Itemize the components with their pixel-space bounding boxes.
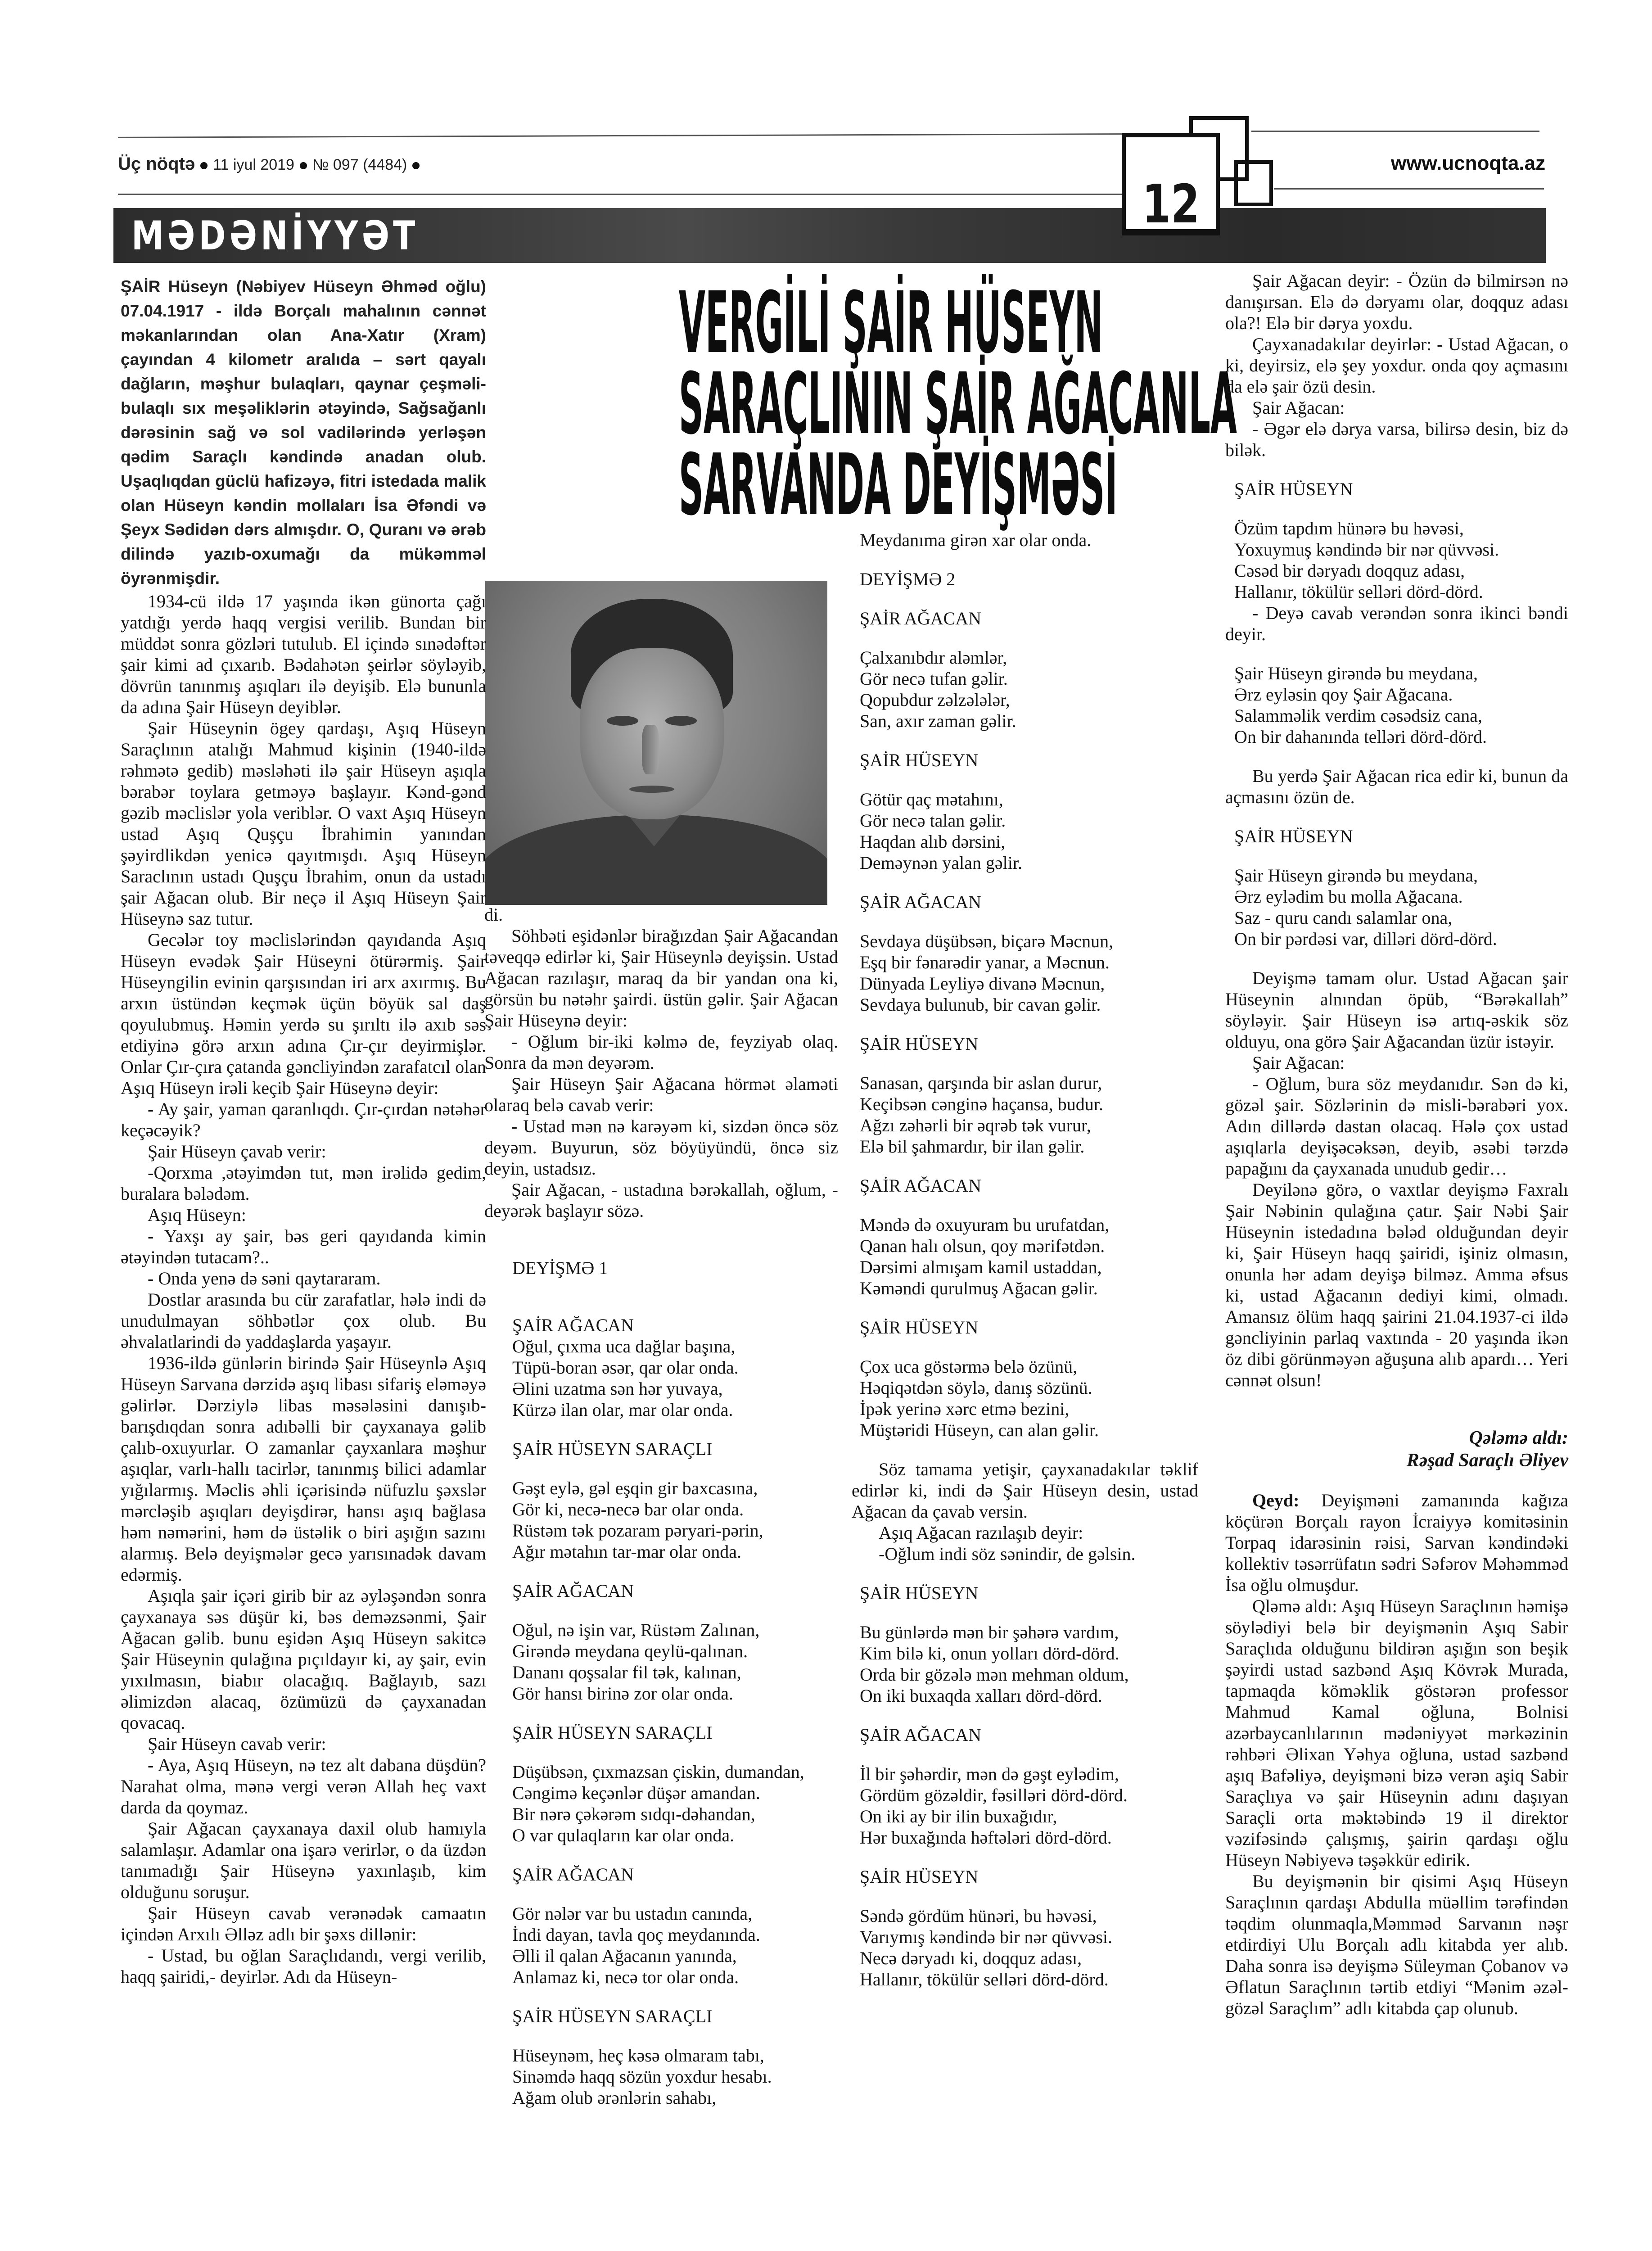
spacer bbox=[852, 1054, 1198, 1072]
verse-line: Oğul, nə işin var, Rüstəm Zalınan, bbox=[512, 1620, 760, 1640]
page-number: 12 bbox=[1142, 173, 1200, 235]
spacer bbox=[852, 913, 1198, 931]
headline-line: SARAÇLININ ŞAİR AĞACANLA bbox=[679, 355, 1237, 453]
spacer bbox=[484, 1279, 838, 1315]
paragraph: Aşıqla şair içəri girib bir az əyləşəndən sonra çayxanaya səs düşür ki, bəs deməzsənmi, Şair Ağacan gəlib. bunu eşidən Aşıq Hüseyn sakitcə Şair Hüseynin qulağına pıçıldayır ki, ay şair, evin yıxılmasın, biabır olacağıq. Bağlayıb, sazı əlimizdən alacaq, özümüzü də çayxanadan qovacaq. bbox=[121, 1586, 486, 1733]
verse-line: Hallanır, tökülür selləri dörd-dörd. bbox=[860, 1969, 1109, 1989]
paragraph: -Oğlum indi söz sənindir, de gəlsin. bbox=[879, 1544, 1136, 1564]
spacer bbox=[484, 1704, 838, 1722]
verse-line: Səndə gördüm hünəri, bu həvəsi, bbox=[860, 1906, 1097, 1926]
paragraph: Şair Hüseyn çavab verir: bbox=[148, 1141, 326, 1162]
paragraph: Şair Ağacan deyir: - Özün də bilmirsən nə danışırsan. Elə də dəryamı olar, doqquz adası ola?! Elə bir dərya yoxdu. bbox=[1225, 271, 1568, 333]
verse-line: Elə bil şahmardır, bir ilan gəlir. bbox=[860, 1136, 1085, 1157]
verse-line: Gör necə talan gəlir. bbox=[860, 810, 1006, 831]
verse-line: Bu günlərdə mən bir şəhərə vardım, bbox=[860, 1622, 1119, 1642]
spacer bbox=[852, 629, 1198, 647]
note-label: Qeyd: bbox=[1252, 1490, 1300, 1510]
column-left bbox=[121, 275, 486, 1987]
headline-line: SARVANDA DEYİŞMƏSİ bbox=[679, 436, 1118, 534]
verse-line: Oğul, çıxma uca dağlar başına, bbox=[512, 1336, 736, 1356]
speaker-heading: DEYİŞMƏ 1 bbox=[512, 1258, 608, 1278]
speaker-heading: ŞAİR AĞACAN bbox=[512, 1864, 634, 1885]
paragraph: Şair Ağacan: bbox=[1252, 398, 1345, 418]
spacer bbox=[484, 1221, 838, 1257]
speaker-heading: ŞAİR HÜSEYN bbox=[860, 1583, 979, 1603]
verse-line: Deməynən yalan gəlir. bbox=[860, 853, 1022, 873]
verse-line: Gör hansı birinə zor olar onda. bbox=[512, 1683, 733, 1704]
paragraph: Deyişmə tamam olur. Ustad Ağacan şair Hüseynin alnından öpüb, “Bərəkallah” söyləyir. Şair Hüseyn isə artıq-əskik söz olduyu, ona görə Şair Ağacandan üzür istəyir. bbox=[1225, 968, 1568, 1052]
spacer bbox=[852, 1157, 1198, 1175]
spacer bbox=[852, 1887, 1198, 1905]
paragraph: 1934-cü ildə 17 yaşında ikən günorta çağı yatdığı yerdə haqq vergisi verilib. Bundan bir müddət sonra gözləri tutulub. El içində sınədəftər şair kimi ad çıxarıb. Bədahətən şeirlər söyləyib, dövrün tanınmış aşıqları ilə deyişib. Elə bununla da adına Şair Hüseyn deyiblər. bbox=[121, 591, 486, 717]
paragraph: Bu deyişmənin bir qisimi Aşıq Hüseyn Saraçlının qardaşı Abdulla müəllim tərəfindən təqdim olunmaqla,Məmməd Sarvanın nəşr etdirdiyi Ulu Borçalı adlı kitabda yer alıb. Daha sonra isə deyişmə Süleyman Çobanov və Əflatun Saraçlının tərtib etdiyi “Mənim əzəl-gözəl Saraçlım” adlı kitabda çap olunub. bbox=[1225, 1871, 1568, 2018]
article-headline bbox=[679, 274, 1237, 534]
paragraph: Şair Hüseynin ögey qardaşı, Aşıq Hüseyn Saraçlının atalığı Mahmud kişinin (1940-ildə rəhmətə gedib) məsləhəti ilə şair Hüseyn aşıqla bərabər toylara getməyə başlayır. Kənd-gənd gəzib məclislər yola veriblər. O vaxt Aşıq Hüseyn ustad Aşıq Quşçu İbrahimin yanından şəyirdlikdən yenicə qayıtmışdı. Aşıq Hüseyn Saraclının ustadı Quşçu İbrahim, onun da ustadı şair Ağacan olub. Bir neçə il Aşıq Hüseyn Şair Hüseynə saz tutur. bbox=[121, 718, 486, 929]
note-paragraph bbox=[1225, 1490, 1568, 1596]
paragraph: - Əgər elə dərya varsa, bilirsə desin, biz də bilək. bbox=[1225, 419, 1568, 460]
author-signature: Qələmə aldı: bbox=[1469, 1428, 1568, 1448]
verse-line: Yoxuymuş kəndində bir nər qüvvəsi. bbox=[1234, 539, 1499, 560]
spacer bbox=[1225, 847, 1568, 865]
paragraph: 1936-ildə günlərin birində Şair Hüseynlə Aşıq Hüseyn Sarvana dərzidə aşıq libası sifariş eləməyə gəlirlər. Dərziylə libas məsələsini danışıb-barışdıqdan sonra adıbəlli bir çayxanaya gəlib çalıb-oxuyurlar. O zamanlar çayxanlara məşhur aşıqlar, varlı-hallı tacirlər, tanınmış bilici adamlar yığılarmış. Məclis əhli içərisində nüfuzlu şəxslər mərcləşib aşıqları deyişdirər, hansı aşıq bağlasa həm nəmərini, həm də üstəlik o biri aşığın sazını alarmış. Belə deyişmələr gecə yarısınadək davam edərmiş. bbox=[121, 1353, 486, 1585]
spacer bbox=[484, 2027, 838, 2045]
note-text: Deyişməni zamanında kağıza köçürən Borçalı rayon İcraiyyə komitəsinin Torpaq idarəsinin rəisi, Sarvan kəndindəki kollektiv təsərrüfatın sədri Səfərov Məhəmməd İsa oğlu olmuşdur. bbox=[1225, 1490, 1568, 1595]
verse-line: Qopubdur zəlzələlər, bbox=[860, 690, 1010, 710]
verse-line: İndi dayan, tavla qoç meydanında. bbox=[512, 1925, 760, 1945]
spacer bbox=[852, 1745, 1198, 1763]
verse-line: Orda bir gözələ mən mehman oldum, bbox=[860, 1664, 1129, 1685]
verse-line: Müştəridi Hüseyn, can alan gəlir. bbox=[860, 1420, 1099, 1440]
spacer bbox=[484, 1420, 838, 1438]
verse-line: Dərsimi almışam kamil ustaddan, bbox=[860, 1257, 1102, 1277]
verse-line: Rüstəm tək pozaram pəryari-pərin, bbox=[512, 1520, 763, 1541]
spacer bbox=[1225, 461, 1568, 479]
verse-line: Tüpü-boran əsər, qar olar onda. bbox=[512, 1357, 739, 1378]
paragraph: - Yaxşı ay şair, bəs geri qayıdanda kimin ətəyindən tutacam?.. bbox=[121, 1226, 486, 1267]
issue-number: № 097 (4484) bbox=[312, 156, 407, 173]
verse-line: Girəndə meydana qeylü-qalınan. bbox=[512, 1641, 748, 1661]
bullet-icon bbox=[300, 162, 307, 169]
paragraph: Gecələr toy məclislərindən qayıdanda Aşıq Hüseyn evədək Şair Hüseyni ötürərmiş. Şair Hüseyngilin evinin qarşısından iri arx axırmış. Bu arxın üstündən keçmək üçün böyük sal daş qoyulubmuş. Həmin yerdə su şırıltı ilə axıb səs etdiyinə görə arxın adına Çır-çır deyirmişlər. Onlar Çır-çıra çatanda gəncliyindən zarafatcıl olan Aşıq Hüseyn irəli keçib Şair Hüseynə deyir: bbox=[121, 930, 486, 1098]
spacer bbox=[852, 873, 1198, 891]
photo-eye bbox=[665, 716, 697, 726]
paragraph: - Aya, Aşıq Hüseyn, nə tez alt dabana düşdün? Narahat olma, mənə vergi verən Allah heç vaxt darda da qoymaz. bbox=[121, 1755, 486, 1817]
portrait-photo bbox=[485, 581, 827, 905]
verse-line: Sevdaya düşübsən, biçarə Məcnun, bbox=[860, 931, 1114, 951]
verse-line: Keçibsən cənginə haçansa, budur. bbox=[860, 1094, 1103, 1114]
page-number-box bbox=[1122, 133, 1220, 235]
verse-line: Məndə də oxuyuram bu urufatdan, bbox=[860, 1215, 1110, 1235]
verse-line: Ağam olub ərənlərin sahabı, bbox=[512, 2088, 717, 2108]
site-url[interactable]: www.ucnoqta.az bbox=[1391, 152, 1546, 174]
paragraph: Qləmə aldı: Aşıq Hüseyn Saraçlının həmişə söylədiyi belə bir deyişmənin Aşıq Sabir Saraçlıda olduğunu bildirən aşığın son beşik şəyirdi ustad sazbənd Aşıq Kövrək Murada, tapmaqda köməklik göstərən professor Mahmud Kamal oğluna, Bolnisi azərbaycanlılarının mədəniyyət mərkəzinin rəhbəri Əlixan Yəhya oğluna, ustad sazbənd aşıq Bafəliyə, deyişməni bizə verən aşiq Sabir Saraçlıya və şair Hüseynin adını daşıyan Saraçli orta məktəbində 19 il direktor vəzifəsində çalışmış, şairin qardaşı oğlu Hüseyn Nəbiyevə təşəkkür edirik. bbox=[1225, 1596, 1568, 1870]
issue-date: 11 iyul 2019 bbox=[213, 156, 294, 173]
verse-line: Gör nələr var bu ustadın canında, bbox=[512, 1903, 753, 1924]
publication-name: Üç nöqtə bbox=[118, 154, 195, 174]
verse-line: Meydanıma girən xar olar onda. bbox=[860, 530, 1092, 550]
verse-line: Həqiqətdən söylə, danış sözünü. bbox=[860, 1378, 1092, 1398]
paragraph: Şair Hüseyn cavab verir: bbox=[148, 1734, 326, 1754]
paragraph: - Deyə cavab verəndən sonra ikinci bəndi deyir. bbox=[1225, 603, 1568, 644]
verse-line: Saz - quru candı salamlar ona, bbox=[1234, 908, 1453, 928]
spacer bbox=[1225, 808, 1568, 826]
verse-line: Sinəmdə haqq sözün yoxdur hesabı. bbox=[512, 2066, 772, 2087]
verse-line: Necə dəryadı ki, doqquz adası, bbox=[860, 1948, 1082, 1968]
verse-line: O var qulaqların kar olar onda. bbox=[512, 1825, 735, 1845]
verse-line: Hallanır, tökülür selləri dörd-dörd. bbox=[1234, 582, 1483, 602]
logo-square-small-icon bbox=[1234, 160, 1273, 206]
section-title: MƏDƏNİYYƏT bbox=[131, 212, 419, 259]
spacer bbox=[1225, 1391, 1568, 1427]
paragraph: di. bbox=[484, 904, 503, 925]
speaker-heading: ŞAİR HÜSEYN bbox=[860, 750, 979, 770]
column-right bbox=[1225, 270, 1568, 2019]
verse-line: Çox uca göstərmə belə özünü, bbox=[860, 1356, 1078, 1377]
verse-line: Cəngimə keçənlər düşər amandan. bbox=[512, 1783, 760, 1803]
verse-line: Dünyada Leyliyə divanə Məcnun, bbox=[860, 973, 1105, 994]
paragraph: Söhbəti eşidənlər birağızdan Şair Ağacandan təveqqə edirlər ki, Şair Hüseynlə deyişsin. Ustad Ağacan razılaşır, maraq da bir yandan ona ki, görsün bu nətəhr şairdi. üstün gəlir. Şair Ağacan Şair Hüseynə deyir: bbox=[484, 926, 838, 1031]
speaker-heading: ŞAİR AĞACAN bbox=[860, 608, 982, 628]
paragraph: - Ustad, bu oğlan Saraçlıdandı, vergi verilib, haqq şairidi,- deyirlər. Adı da Hüseyn- bbox=[121, 1945, 486, 1987]
spacer bbox=[852, 1706, 1198, 1724]
verse-line: San, axır zaman gəlir. bbox=[860, 711, 1016, 731]
verse-line: Cəsəd bir dəryadı doqquz adası, bbox=[1234, 560, 1465, 581]
spacer bbox=[1225, 645, 1568, 663]
paragraph: - Ay şair, yaman qaranlıqdı. Çır-çırdan nətəhər keçəcəyik? bbox=[121, 1099, 486, 1140]
verse-line: Ərz eyləsin qoy Şair Ağacana. bbox=[1234, 684, 1453, 705]
verse-line: Ağzı zəhərli bir əqrəb tək vurur, bbox=[860, 1115, 1091, 1135]
verse-line: Əlini uzatma sən hər yuvaya, bbox=[512, 1379, 723, 1399]
spacer bbox=[1225, 747, 1568, 765]
masthead-info bbox=[118, 154, 425, 174]
headline-line: VERGİLİ ŞAİR HÜSEYN bbox=[679, 274, 1103, 372]
verse-line: Şair Hüseyn girəndə bu meydana, bbox=[1234, 865, 1478, 886]
verse-line: Sevdaya bulunub, bir cavan gəlir. bbox=[860, 994, 1101, 1015]
spacer bbox=[852, 771, 1198, 789]
spacer bbox=[852, 1848, 1198, 1866]
spacer bbox=[1225, 949, 1568, 967]
photo-eye bbox=[607, 716, 638, 726]
verse-line: Gör necə tufan gəlir. bbox=[860, 669, 1008, 689]
verse-line: On bir pərdəsi var, dilləri dörd-dörd. bbox=[1234, 929, 1497, 949]
verse-line: Düşübsən, çıxmazsan çiskin, dumandan, bbox=[512, 1762, 804, 1782]
verse-line: Anlamaz ki, necə tor olar onda. bbox=[512, 1967, 739, 1987]
verse-line: İl bir şəhərdir, mən də gəşt eylədim, bbox=[860, 1764, 1119, 1784]
bottom-rule-right bbox=[1274, 188, 1544, 190]
paragraph: - Onda yenə də səni qaytararam. bbox=[148, 1268, 381, 1288]
verse-line: Salamməlik verdim cəsədsiz cana, bbox=[1234, 705, 1482, 726]
paragraph: Söz tamama yetişir, çayxanadakılar təklif edirlər ki, indi də Şair Hüseyn desin, ustad Ağacan da çavab versin. bbox=[852, 1459, 1198, 1522]
speaker-heading: ŞAİR HÜSEYN bbox=[860, 1867, 979, 1887]
paragraph: - Oğlum, bura söz meydanıdır. Sən də ki, gözəl şair. Sözlərinin də misli-bərabəri yox. Adın dillərdə dastan olacaq. Hələ çox ustad aşıqlarla deyişəcəksən, deyib, əsəbi tərzdə papağını da çayxanada unudub gedir… bbox=[1225, 1074, 1568, 1179]
spacer bbox=[484, 1601, 838, 1619]
speaker-heading: ŞAİR AĞACAN bbox=[512, 1581, 634, 1601]
verse-line: On bir dahanında telləri dörd-dörd. bbox=[1234, 727, 1487, 747]
paragraph: Dostlar arasında bu cür zarafatlar, hələ indi də unudulmayan söhbətlər çox olub. Bu əhvalatlarindi də yaddaşlarda yaşayır. bbox=[121, 1289, 486, 1352]
verse-line: Gəşt eylə, gəl eşqin gir baxcasına, bbox=[512, 1478, 758, 1498]
verse-line: Ağır mətahın tar-mar olar onda. bbox=[512, 1541, 742, 1562]
verse-line: Qanan halı olsun, qoy mərifətdən. bbox=[860, 1236, 1105, 1256]
speaker-heading: ŞAİR HÜSEYN SARAÇLI bbox=[512, 1439, 713, 1459]
spacer bbox=[852, 590, 1198, 608]
photo-mouth bbox=[629, 786, 674, 793]
verse-line: Çalxanıbdır aləmlər, bbox=[860, 647, 1007, 668]
paragraph: Bu yerdə Şair Ağacan rica edir ki, bunun da açmasını özün de. bbox=[1225, 766, 1568, 807]
speaker-heading: ŞAİR HÜSEYN bbox=[860, 1317, 979, 1338]
verse-line: Sanasan, qarşında bir aslan durur, bbox=[860, 1073, 1102, 1093]
spacer bbox=[852, 1564, 1198, 1582]
paragraph: Aşıq Ağacan razılaşıb deyir: bbox=[879, 1523, 1083, 1543]
verse-line: Kəməndi qurulmuş Ağacan gəlir. bbox=[860, 1278, 1098, 1298]
spacer bbox=[852, 1299, 1198, 1317]
spacer bbox=[1225, 1472, 1568, 1490]
paragraph: - Ustad mən nə karəyəm ki, sizdən öncə söz deyəm. Buyurun, söz böyüyündü, öncə siz deyin, ustadsız. bbox=[484, 1116, 838, 1179]
speaker-heading: ŞAİR HÜSEYN SARAÇLI bbox=[512, 2006, 713, 2026]
speaker-heading: ŞAİR AĞACAN bbox=[860, 892, 982, 912]
spacer bbox=[852, 1604, 1198, 1622]
verse-line: Dananı qoşsalar fil tək, kalınan, bbox=[512, 1662, 741, 1682]
spacer bbox=[852, 1196, 1198, 1214]
paragraph: Şair Hüseyn Şair Ağacana hörmət əlaməti olaraq belə cavab verir: bbox=[484, 1074, 838, 1115]
verse-line: Götür qaç mətahını, bbox=[860, 789, 1003, 809]
speaker-heading: ŞAİR AĞACAN bbox=[860, 1725, 982, 1745]
paragraph: Deyilənə görə, o vaxtlar deyişmə Faxralı Şair Nəbinin qulağına çatır. Şair Nəbi Şair Hüseynin istedadına bələd olduğundan deyir ki, Şair Hüseyn haqq şairidi, işiniz olmasın, onunla hər adam deyişə bilməz. Amma əfsus ki, ustad Ağacanın dediyi kimi, olmadı. Amansız ölüm haqq şairini 21.04.1937-ci ildə gəncliyinin parlaq vaxtında - 20 yaşında ikən öz dibi görünməyən ağuşuna alıb apardı… Yeri cənnət olsun! bbox=[1225, 1180, 1568, 1390]
verse-line: Hər buxağında həftələri dörd-dörd. bbox=[860, 1827, 1112, 1848]
verse-line: Özüm tapdım hünərə bu həvəsi, bbox=[1234, 518, 1464, 538]
verse-line: Eşq bir fənarədir yanar, a Məcnun. bbox=[860, 952, 1110, 972]
bottom-rule bbox=[118, 194, 1122, 195]
paragraph: Şair Ağacan, - ustadına bərəkallah, oğlum, - deyərək başlayır sözə. bbox=[484, 1180, 838, 1221]
top-rule-right bbox=[1251, 131, 1539, 132]
speaker-heading: ŞAİR HÜSEYN bbox=[1234, 479, 1353, 499]
spacer bbox=[1225, 500, 1568, 518]
speaker-heading: ŞAİR AĞACAN bbox=[512, 1315, 634, 1335]
verse-line: Hüseynəm, heç kəsə olmaram tabı, bbox=[512, 2045, 764, 2066]
spacer bbox=[852, 732, 1198, 750]
spacer bbox=[484, 1988, 838, 2006]
spacer bbox=[852, 1015, 1198, 1033]
photo-nose bbox=[642, 725, 659, 774]
column-middle bbox=[484, 904, 838, 2108]
paragraph: Aşıq Hüseyn: bbox=[148, 1205, 246, 1225]
verse-line: Bir nərə çəkərəm sıdqı-dəhandan, bbox=[512, 1804, 755, 1824]
top-rule bbox=[118, 133, 1122, 138]
verse-line: Haqdan alıb dərsini, bbox=[860, 832, 1006, 852]
verse-line: Varıymış kəndində bir nər qüvvəsi. bbox=[860, 1927, 1112, 1947]
spacer bbox=[484, 1743, 838, 1761]
spacer bbox=[484, 1885, 838, 1903]
verse-line: On iki ay bir ilin buxağıdır, bbox=[860, 1806, 1057, 1826]
verse-line: İpək yerinə xərc etmə bezini, bbox=[860, 1399, 1070, 1419]
verse-line: Şair Hüseyn girəndə bu meydana, bbox=[1234, 663, 1478, 683]
spacer bbox=[484, 1846, 838, 1864]
spacer bbox=[852, 551, 1198, 569]
spacer bbox=[852, 1441, 1198, 1459]
paragraph: Çayxanadakılar deyirlər: - Ustad Ağacan, o ki, deyirsiz, elə şey yoxdur. onda qoy açmasını da elə şair özü desin. bbox=[1225, 334, 1568, 397]
spacer bbox=[484, 1460, 838, 1478]
speaker-heading: ŞAİR HÜSEYN SARAÇLI bbox=[512, 1722, 713, 1743]
paragraph: Şair Ağacan: bbox=[1252, 1053, 1345, 1073]
column-third bbox=[852, 529, 1198, 1990]
speaker-heading: DEYİŞMƏ 2 bbox=[860, 569, 956, 589]
paragraph: Şair Hüseyn cavab verənədək camaatın içindən Arxılı Əlləz adlı bir şəxs dillənir: bbox=[121, 1903, 486, 1944]
speaker-heading: ŞAİR HÜSEYN bbox=[860, 1034, 979, 1054]
paragraph: -Qorxma ,ətəyimdən tut, mən irəlidə gedim, buralara bələdəm. bbox=[121, 1162, 486, 1204]
verse-line: Ərz eylədim bu molla Ağacana. bbox=[1234, 886, 1463, 907]
verse-line: On iki buxaqda xalları dörd-dörd. bbox=[860, 1686, 1102, 1706]
verse-line: Əlli il qalan Ağacanın yanında, bbox=[512, 1946, 737, 1966]
lead-paragraph: ŞAİR Hüseyn (Nəbiyev Hüseyn Əhməd oğlu) 07.04.1917 - ildə Borçalı mahalının cənnət məkanlarından olan Ana-Xatır (Xram) çayından 4 kilometr aralıda – sərt qayalı dağların, məşhur bulaqları, qaynar çeşməli-bulaqlı sıx meşəliklərin ətəyində, Sağsağanlı dərəsinin sağ və sol vadilərində yerləşən qədim Saraçlı kəndində anadan olub. Uşaqlıqdan güclü hafizəyə, fitri istedada malik olan Hüseyn kəndin mollaları İsa Əfəndi və Şeyx Sədidən dərs almışdır. O, Quranı və ərəb dilində yazıb-oxumağı da mükəmməl öyrənmişdir. bbox=[121, 277, 486, 588]
spacer bbox=[484, 1562, 838, 1580]
spacer bbox=[852, 1338, 1198, 1356]
paragraph: - Oğlum bir-iki kəlmə de, feyziyab olaq. Sonra da mən deyərəm. bbox=[484, 1031, 838, 1073]
paragraph: Şair Ağacan çayxanaya daxil olub hamıyla salamlaşır. Adamlar ona işarə verirlər, o da üzdən tanımadığı Şair Hüseynə yaxınlaşıb, kim olduğunu soruşur. bbox=[121, 1818, 486, 1902]
author-signature: Rəşad Saraçlı Əliyev bbox=[1406, 1450, 1568, 1471]
speaker-heading: ŞAİR HÜSEYN bbox=[1234, 826, 1353, 846]
verse-line: Gör ki, necə-necə bar olar onda. bbox=[512, 1499, 744, 1519]
verse-line: Kim bilə ki, onun yolları dörd-dörd. bbox=[860, 1643, 1119, 1663]
verse-line: Kürzə ilan olar, mar olar onda. bbox=[512, 1400, 733, 1420]
bullet-icon bbox=[412, 162, 420, 169]
verse-line: Gördüm gözəldir, fəsilləri dörd-dörd. bbox=[860, 1785, 1128, 1805]
bullet-icon bbox=[200, 162, 208, 169]
speaker-heading: ŞAİR AĞACAN bbox=[860, 1175, 982, 1196]
